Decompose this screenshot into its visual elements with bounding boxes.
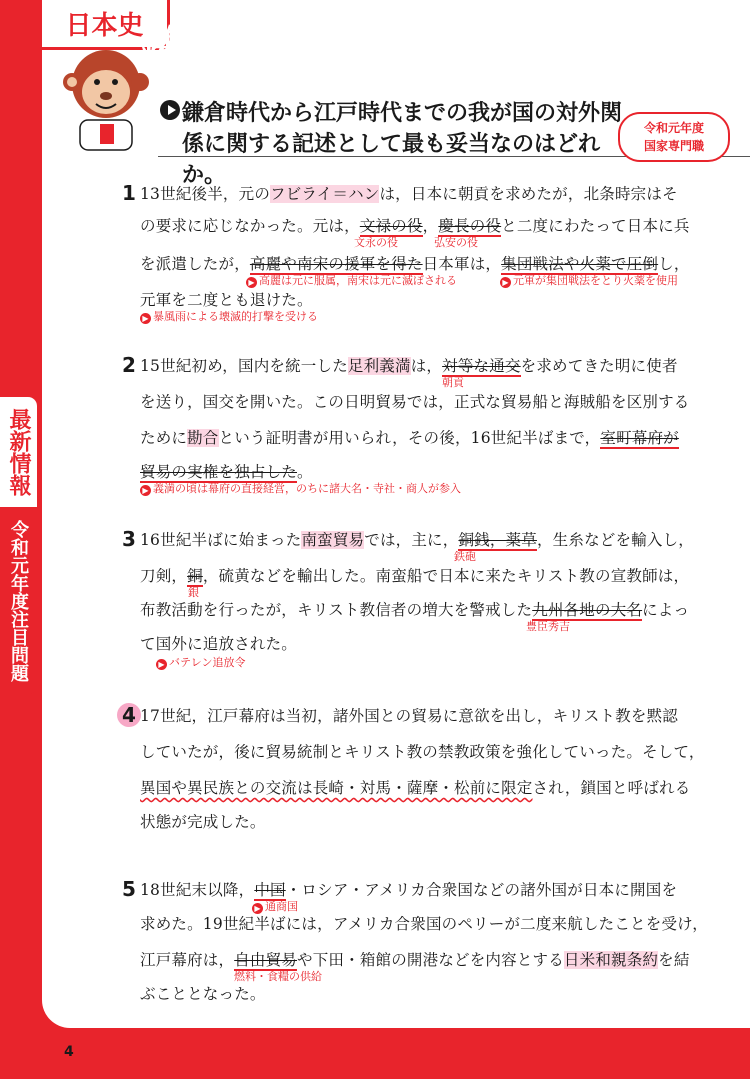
correction-note: ▶ バテレン追放令 xyxy=(156,654,246,670)
choice-line: を送り，国交を開いた。この日明貿易では，正式な貿易船と海賊船を区別する xyxy=(140,393,690,411)
exam-badge: 令和元年度 国家専門職 xyxy=(618,112,730,162)
arrow-right-icon: ▶ xyxy=(500,277,511,288)
choice-number: 1 xyxy=(122,181,136,205)
choice-line: 刀剣，銅，硫黄などを輸出した。南蛮船で日本に来たキリスト教の宣教師は， xyxy=(140,567,690,585)
choice-line: 状態が完成した。 xyxy=(140,813,266,831)
correction-note: 銀 xyxy=(188,586,199,599)
choice-line: の要求に応じなかった。元は，文禄の役，慶長の役と二度にわたって日本に兵 xyxy=(140,217,690,235)
correction-note: 弘安の役 xyxy=(434,236,478,249)
arrow-right-icon: ▶ xyxy=(246,277,257,288)
choice-line: ぶこととなった。 xyxy=(140,985,266,1003)
choice-line: していたが，後に貿易統制とキリスト教の禁教政策を強化していった。そして， xyxy=(140,743,705,761)
correction-note: 燃料・食糧の供給 xyxy=(234,970,322,983)
correction-note: ▶ 元軍が集団戦法をとり火薬を使用 xyxy=(500,272,678,288)
correction-note: 朝貢 xyxy=(442,376,464,389)
correction-note: ▶ 暴風雨による壊滅的打撃を受ける xyxy=(140,308,318,324)
correct-answer-marker: 4 xyxy=(117,703,141,727)
arrow-right-icon: ▶ xyxy=(252,903,263,914)
choice-number: 2 xyxy=(122,353,136,377)
choice-line: 求めた。19世紀半ばには，アメリカ合衆国のペリーが二度来航したことを受け， xyxy=(140,915,708,933)
side-tab xyxy=(0,394,40,694)
choice-line: 17世紀，江戸幕府は当初，諸外国との貿易に意欲を出し，キリスト教を黙認 xyxy=(140,707,678,725)
question-bullet-icon xyxy=(160,100,180,120)
correction-note: 豊臣秀吉 xyxy=(526,620,570,633)
correction-note: ▶ 高麗は元に服属，南宋は元に滅ぼされる xyxy=(246,272,457,288)
subject-tab: 日本史 xyxy=(42,0,170,50)
arrow-right-icon: ▶ xyxy=(140,485,151,496)
choice-line: を派遣したが，高麗や南宋の援軍を得た日本軍は，集団戦法や火薬で圧倒し， xyxy=(140,255,690,273)
correction-note: ▶ 通商国 xyxy=(252,898,298,914)
choice-number: 3 xyxy=(122,527,136,551)
page-number: 4 xyxy=(64,1044,74,1060)
correction-note: ▶ 義満の頃は幕府の直接経営，のちに諸大名・寺社・商人が参入 xyxy=(140,480,461,496)
choice-line: 16世紀半ばに始まった南蛮貿易では，主に，銅銭，薬草，生糸などを輸入し， xyxy=(140,531,694,549)
correction-note: 文永の役 xyxy=(354,236,398,249)
choice-line: ために勘合という証明書が用いられ，その後，16世紀半ばまで，室町幕府が xyxy=(140,429,679,447)
choice-line: 15世紀初め，国内を統一した足利義満は，対等な通交を求めてきた明に使者 xyxy=(140,357,678,375)
question-text: 鎌倉時代から江戸時代までの我が国の対外関 係に関する記述として最も妥当なのはどれか。 xyxy=(182,101,623,188)
arrow-right-icon: ▶ xyxy=(140,313,151,324)
side-tab-sublabel: 令和元年度注目問題 xyxy=(0,507,37,694)
correction-note: 鉄砲 xyxy=(454,550,476,563)
choice-line: 18世紀末以降，中国・ロシア・アメリカ合衆国などの諸外国が日本に開国を xyxy=(140,881,678,899)
choice-line: 異国や異民族との交流は長崎・対馬・薩摩・松前に限定され，鎖国と呼ばれる xyxy=(140,779,691,797)
choice-number: 5 xyxy=(122,877,136,901)
side-tab-label: 最新情報 xyxy=(6,408,31,496)
choice-line: 布教活動を行ったが，キリスト教信者の増大を警戒した九州各地の大名によっ xyxy=(140,601,690,619)
page xyxy=(42,0,750,1028)
choice-line: 元軍を二度とも退けた。 xyxy=(140,291,313,309)
arrow-right-icon: ▶ xyxy=(156,659,167,670)
page-title: 鎌倉～江戸時代の対外関係 xyxy=(140,23,632,69)
choice-line: て国外に追放された。 xyxy=(140,635,298,653)
choice-line: 13世紀後半，元のフビライ＝ハンは，日本に朝貢を求めたが，北条時宗はそ xyxy=(140,185,678,203)
choice-line: 貿易の実権を独占した。 xyxy=(140,463,313,481)
choice-line: 江戸幕府は，自由貿易や下田・箱館の開港などを内容とする日米和親条約を結 xyxy=(140,951,690,969)
